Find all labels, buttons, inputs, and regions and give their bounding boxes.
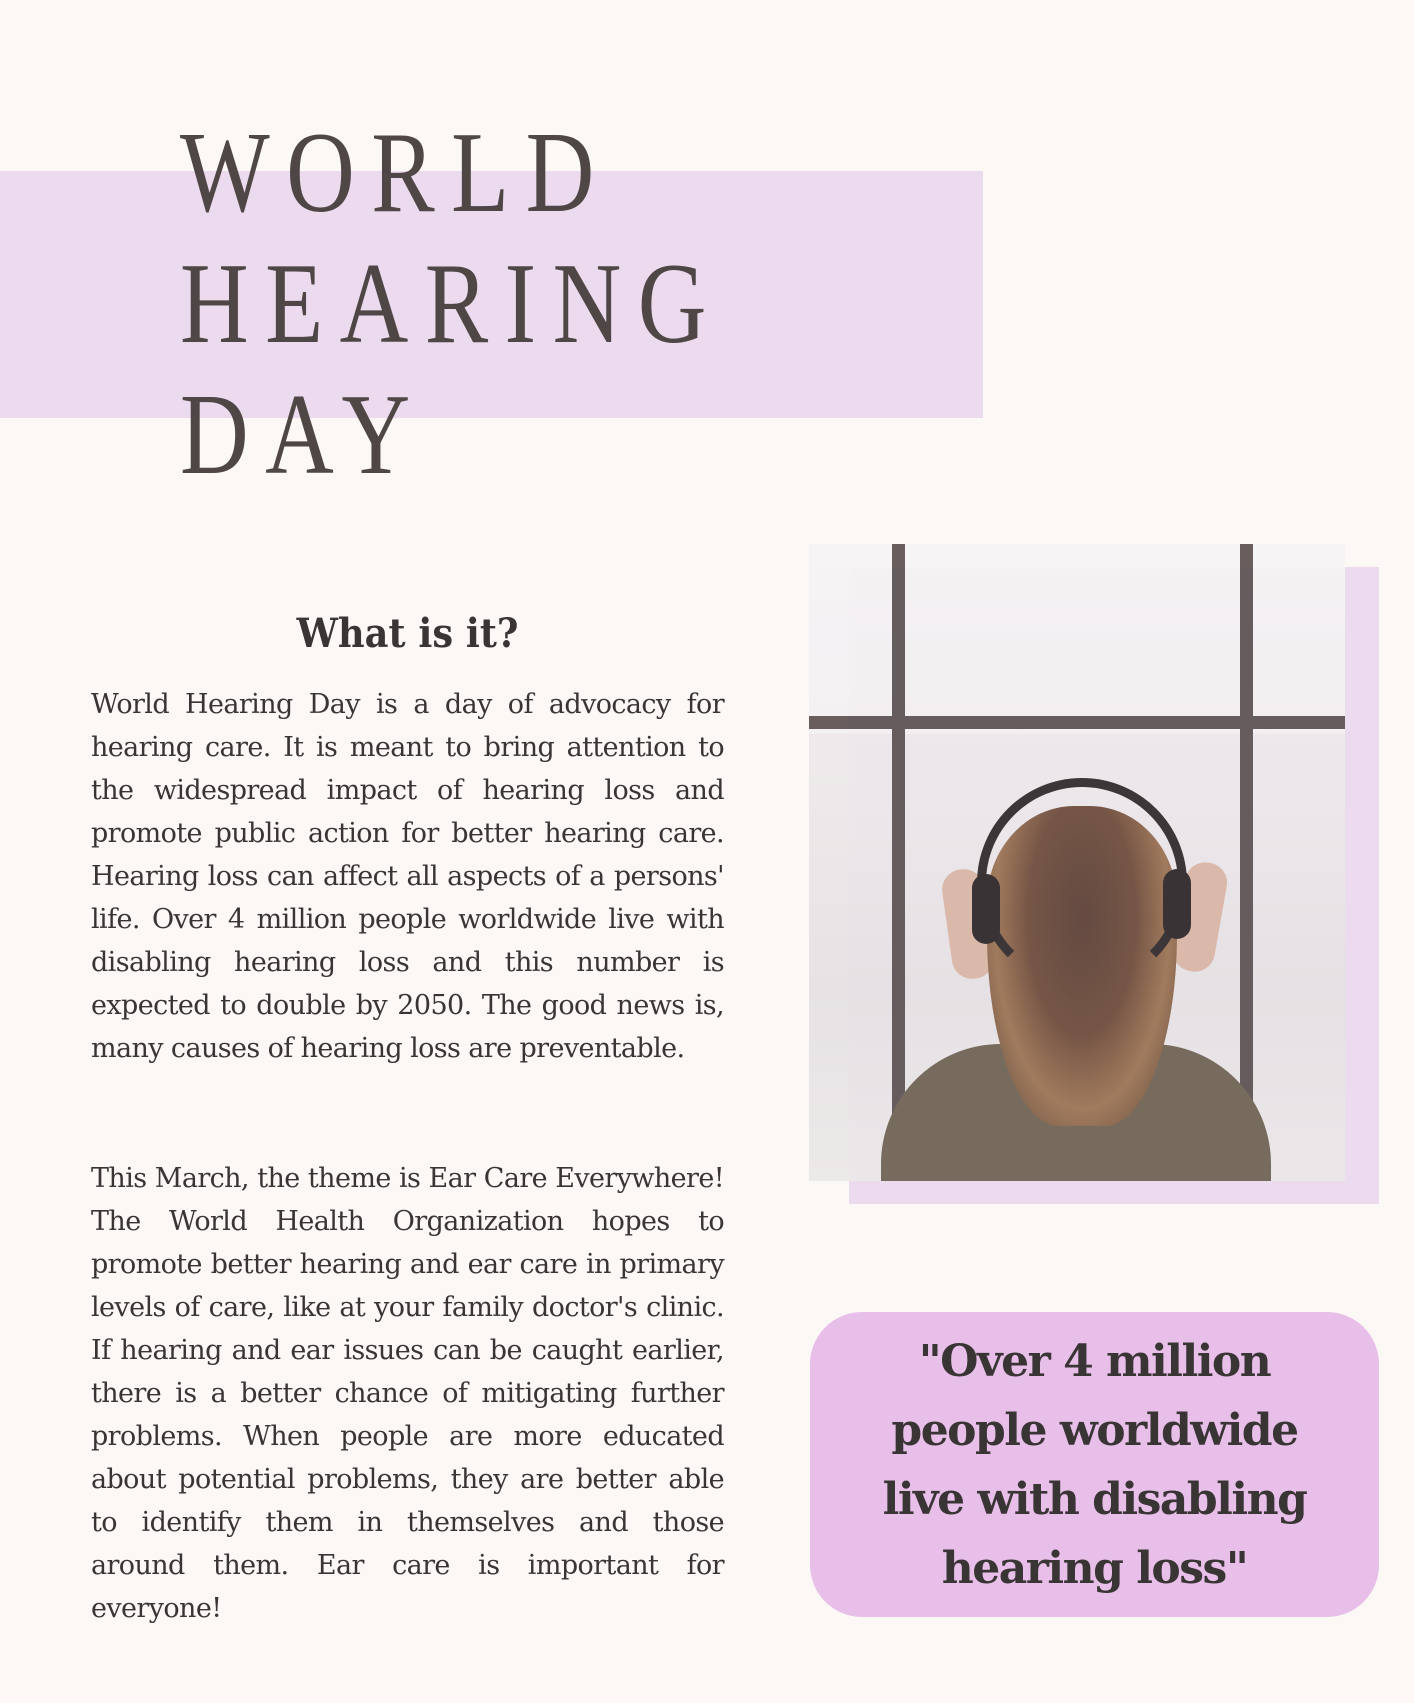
quote-text: "Over 4 million people worldwide live with disabling hearing loss" [882, 1335, 1307, 1594]
headphone-earcup-right [1163, 869, 1191, 939]
window-mullion [809, 716, 1345, 729]
title-line-3: DAY [180, 371, 427, 499]
page-title [180, 108, 723, 501]
quote-callout [810, 1312, 1379, 1617]
title-line-1: WORLD [180, 109, 611, 237]
window-glass [809, 544, 1345, 734]
headphone-earcup-left [972, 874, 1000, 944]
body-paragraph-2: This March, the theme is Ear Care Everywhere! The World Health Organization hopes to promote better hearing and ear care in primary levels of care, like at your family doctor's clinic. If hearing and ear issues can be caught earlier, there is a better chance of mitigating further problems. When people are more educated about potential problems, they are better able to identify them in themselves and those around them. Ear care is important for everyone! [91, 1163, 724, 1624]
section-heading: What is it? [296, 610, 519, 657]
title-line-2: HEARING [180, 240, 723, 368]
window-mullion [892, 544, 905, 1181]
headphones-photo [809, 544, 1345, 1181]
body-paragraph-1: World Hearing Day is a day of advocacy for hearing care. It is meant to bring attention to the widespread impact of hearing loss and promote public action for better hearing care. Hearing loss can affect all aspects of a persons' life. Over 4 million people worldwide live with disabling hearing loss and this number is expected to double by 2050. The good news is, many causes of hearing loss are preventable. [91, 689, 724, 1064]
headphones-icon [977, 778, 1187, 988]
